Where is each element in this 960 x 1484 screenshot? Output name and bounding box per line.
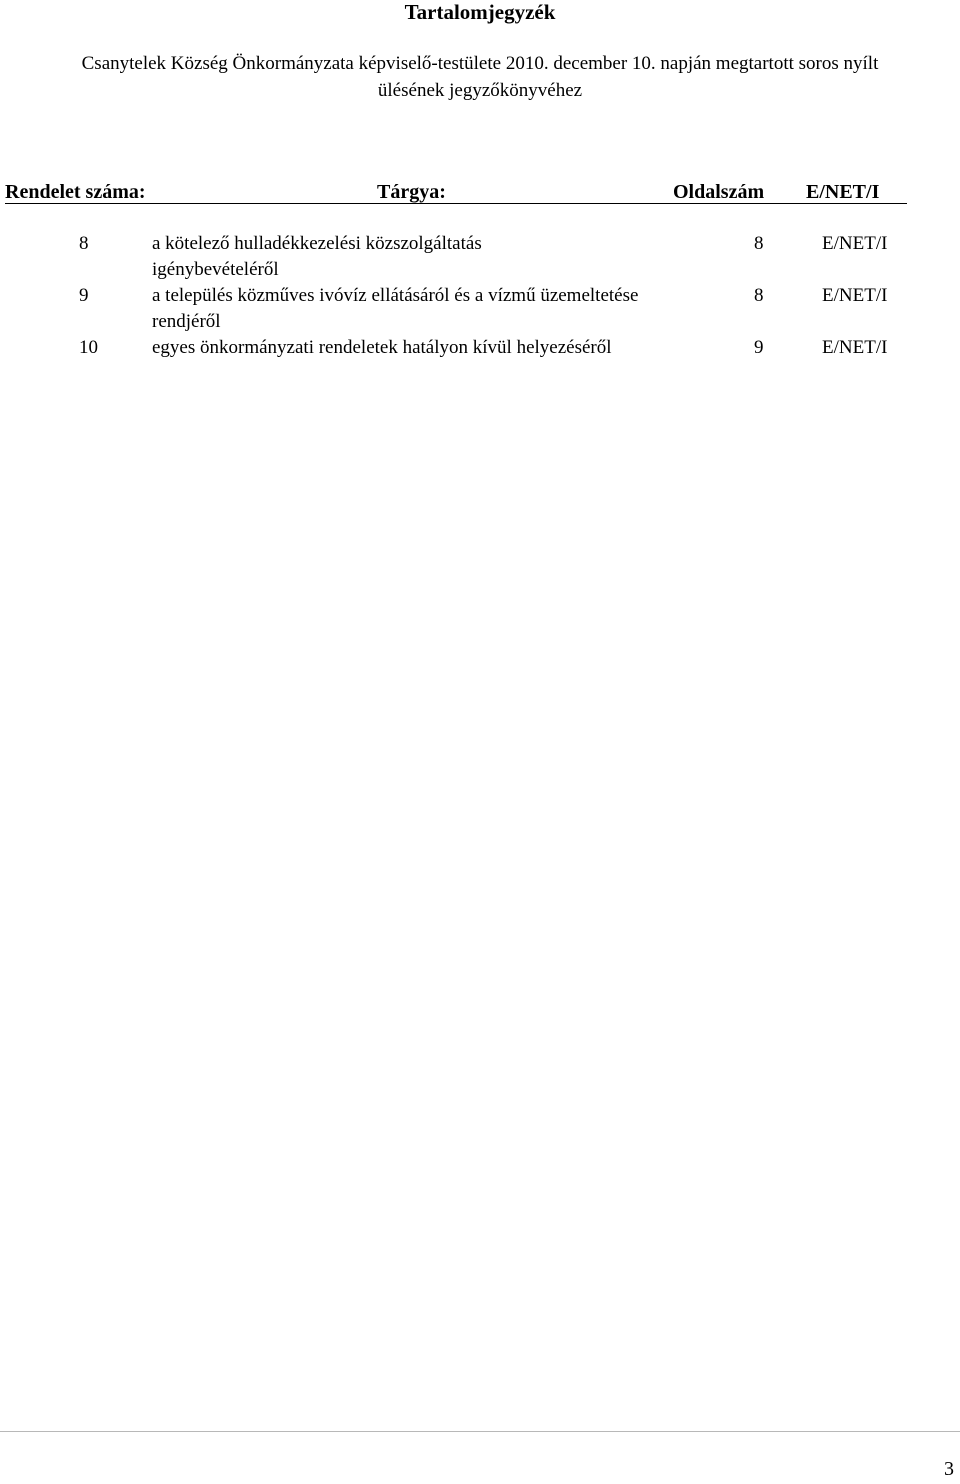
header-page: Oldalszám [673, 181, 765, 203]
row-subject [152, 283, 742, 335]
row-page: 9 [754, 337, 764, 358]
row-subject-line-2: igénybevételéről [152, 259, 279, 280]
row-subject-line-2: rendjéről [152, 311, 221, 332]
row-code: E/NET/I [822, 233, 888, 254]
row-code: E/NET/I [822, 337, 888, 358]
header-number: Rendelet száma: [5, 181, 146, 203]
subtitle-line-1: Csanytelek Község Önkormányzata képviselő-testülete 2010. december 10. napján megtartott soros nyílt [81, 53, 879, 74]
header-code: E/NET/I [806, 181, 880, 203]
row-page: 8 [754, 233, 764, 254]
subtitle-line-2: ülésének jegyzőkönyvéhez [377, 80, 583, 101]
page-number: 3 [944, 1458, 954, 1480]
table-header [0, 178, 960, 206]
row-subject-line-1: a kötelező hulladékkezelési közszolgáltatás [152, 233, 482, 254]
document-subtitle [0, 50, 960, 104]
row-number: 8 [79, 233, 89, 254]
row-subject-line-1: egyes önkormányzati rendeletek hatályon kívül helyezéséről [152, 337, 612, 358]
footer-divider [0, 1431, 960, 1432]
row-subject-line-1: a település közműves ivóvíz ellátásáról és a vízmű üzemeltetése [152, 285, 639, 306]
document-title: Tartalomjegyzék [404, 0, 556, 24]
row-page: 8 [754, 285, 764, 306]
header-subject: Tárgya: [377, 181, 446, 203]
row-number: 9 [79, 285, 89, 306]
header-underline [5, 203, 907, 204]
row-subject [152, 335, 742, 361]
row-code: E/NET/I [822, 285, 888, 306]
row-number: 10 [79, 337, 98, 358]
row-subject [152, 231, 742, 283]
